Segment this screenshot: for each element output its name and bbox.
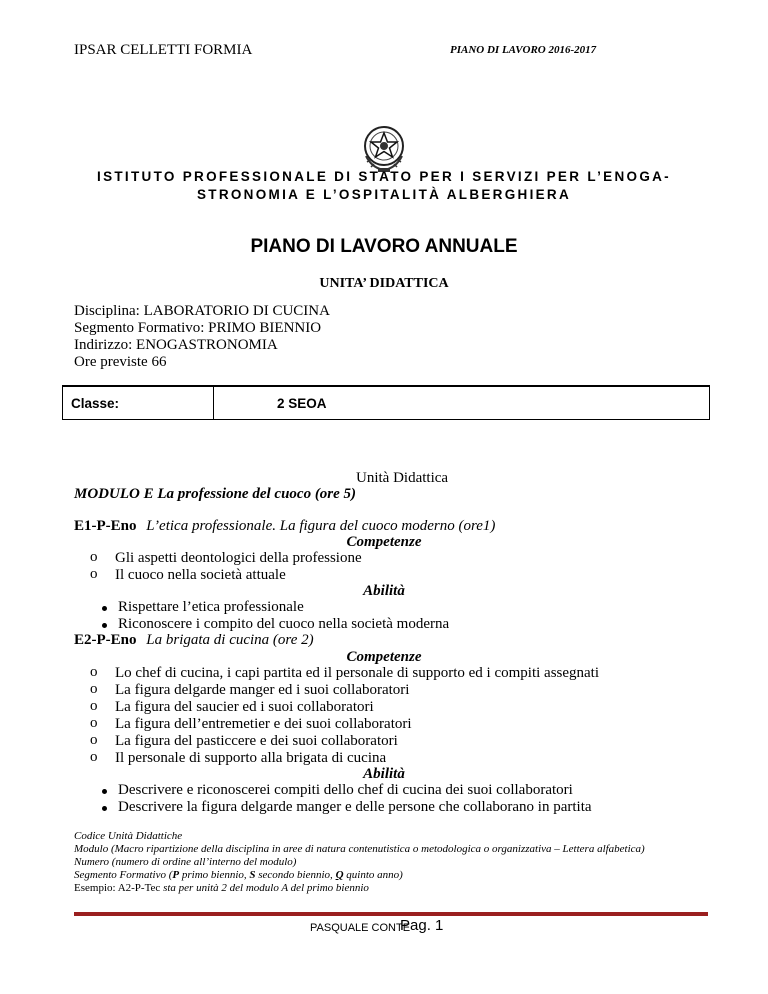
course-info [74, 303, 330, 371]
bullet-dot-icon [102, 806, 107, 811]
unit-e2-abilita: Descrivere la figura delgarde manger e delle persone che collaborano in partita [118, 799, 592, 815]
info-segmento: Segmento Formativo: PRIMO BIENNIO [74, 320, 322, 336]
header-plan-year: PIANO DI LAVORO 2016-2017 [450, 44, 597, 56]
bullet-dot-icon [102, 623, 107, 628]
class-table [62, 385, 710, 420]
unit-e2-heading [74, 632, 314, 649]
page-subtitle: UNITA’ DIDATTICA [319, 276, 449, 291]
footnote-text: secondo biennio, [255, 869, 336, 881]
unit-e1-abilita: Riconoscere i compito del cuoco nella società moderna [118, 616, 450, 632]
footnote-line: Codice Unità Didattiche [74, 830, 183, 842]
footnote-line: Modulo (Macro ripartizione della disciplina in aree di natura contenutistica o metodologica o organizzativa – Lettera alfabetica) [74, 843, 645, 855]
page-number: Pag. 1 [400, 917, 444, 934]
class-label: Classe: [71, 396, 120, 411]
footnote-text: Segmento Formativo ( [74, 869, 173, 881]
unit-e1-competenza: Gli aspetti deontologici della professione [115, 550, 362, 566]
module-title: MODULO E La professione del cuoco (ore 5) [74, 486, 357, 502]
italian-emblem-icon [360, 120, 408, 174]
unit-e2-competenza: Il personale di supporto alla brigata di cucina [115, 750, 387, 766]
footnote-text: Esempio: A2-P-Tec [74, 882, 164, 894]
unit-e2-competenza: Lo chef di cucina, i capi partita ed il personale di supporto ed i compiti assegnati [115, 665, 600, 681]
bullet-dot-icon [102, 606, 107, 611]
hollow-bullet-icon: o [90, 549, 98, 565]
unit-e2-competenza: La figura dell’entremetier e dei suoi collaboratori [115, 716, 412, 732]
unit-e1-title: L’etica professionale. La figura del cuoco moderno (ore1) [146, 518, 496, 534]
footer-divider [74, 912, 708, 916]
footnote-key: S [249, 869, 256, 881]
unit-e1-competenze-label: Competenze [346, 534, 422, 550]
footnote-key: Q [335, 869, 344, 881]
unit-e2-competenza: La figura del pasticcere e dei suoi collaboratori [115, 733, 398, 749]
info-disciplina: Disciplina: LABORATORIO DI CUCINA [74, 303, 330, 319]
hollow-bullet-icon: o [90, 664, 98, 680]
footnote-text: quinto anno) [343, 869, 403, 881]
hollow-bullet-icon: o [90, 732, 98, 748]
footnote-key: P [172, 869, 180, 881]
page-title: PIANO DI LAVORO ANNUALE [250, 236, 518, 257]
info-indirizzo: Indirizzo: ENOGASTRONOMIA [74, 337, 278, 353]
footnote-text: primo biennio, [179, 869, 250, 881]
footnote [74, 830, 714, 895]
unit-e1-competenza: Il cuoco nella società attuale [115, 567, 286, 583]
hollow-bullet-icon: o [90, 698, 98, 714]
footnote-example [74, 882, 714, 895]
bullet-dot-icon [102, 789, 107, 794]
institute-line-1: ISTITUTO PROFESSIONALE DI STATO PER I SERVIZI PER L’ENOGA- [97, 169, 671, 184]
unit-e2-competenza: La figura delgarde manger ed i suoi collaboratori [115, 682, 410, 698]
unit-e2-abilita-label: Abilità [363, 766, 405, 782]
institute-line-2: STRONOMIA E L’OSPITALITÀ ALBERGHIERA [196, 187, 572, 202]
footer-author: PASQUALE CONTE [310, 922, 411, 934]
hollow-bullet-icon: o [90, 566, 98, 582]
class-divider [213, 387, 214, 419]
unit-e1-code: E1-P-Eno [74, 518, 137, 534]
institute-name [60, 168, 708, 204]
unit-e1-abilita: Rispettare l’etica professionale [118, 599, 304, 615]
unit-e2-competenze-label: Competenze [346, 649, 422, 665]
hollow-bullet-icon: o [90, 681, 98, 697]
footnote-line: Numero (numero di ordine all’interno del modulo) [74, 856, 297, 868]
unit-e2-code: E2-P-Eno [74, 632, 137, 648]
unit-e2-competenza: La figura del saucier ed i suoi collaboratori [115, 699, 374, 715]
hollow-bullet-icon: o [90, 749, 98, 765]
class-value: 2 SEOA [277, 396, 327, 411]
unit-e2-title: La brigata di cucina (ore 2) [146, 632, 314, 648]
info-ore: Ore previste 66 [74, 354, 167, 370]
unit-e1-abilita-label: Abilità [363, 583, 405, 599]
unit-e2-abilita: Descrivere e riconoscerei compiti dello chef di cucina dei suoi collaboratori [118, 782, 573, 798]
unit-e1-heading [74, 518, 495, 535]
unit-label: Unità Didattica [356, 470, 449, 486]
hollow-bullet-icon: o [90, 715, 98, 731]
footnote-text: sta per unità 2 del modulo A del primo biennio [163, 882, 369, 894]
footnote-segmento [74, 869, 714, 882]
header-school: IPSAR CELLETTI FORMIA [74, 42, 253, 58]
